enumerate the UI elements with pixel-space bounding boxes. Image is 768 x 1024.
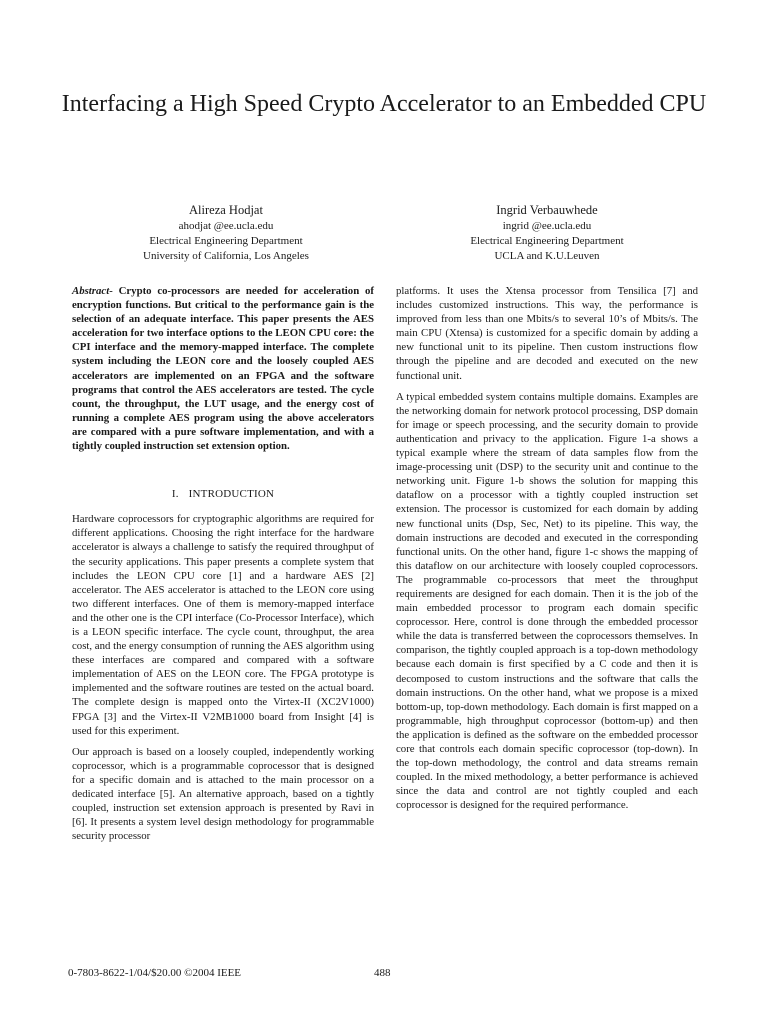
copyright-notice: 0-7803-8622-1/04/$20.00 ©2004 IEEE [68,967,242,979]
author-block-1 [76,202,376,264]
abstract [72,284,374,453]
page-number: 488 [374,967,391,979]
author-email: ahodjat @ee.ucla.edu [178,220,274,232]
section-heading [72,487,374,501]
body-paragraph: Hardware coprocessors for cryptographic algorithms are required for different applications. Choosing the right interface for the hardware accelerator is always a challenge to satisfy the required throughput of the security applications. This paper presents a complete system that includes the LEON CPU core [1] and a hardware AES [2] accelerator. The AES accelerator is attached to the LEON core using two different interfaces. One of them is memory-mapped interface and the other one is the CPI interface (Co-Processor Interface), which is a LEON specific interface. The cycle count, throughput, the area cost, and the energy consumption of running the AES algorithm using these interfaces are compared and compared with a software implementation of AES on the LEON core. The FPGA prototype is implemented and the software routines are tested on the actual board. The complete design is mapped onto the Virtex-II (XC2V1000) FPGA [3] and the Virtex-II V2MB1000 board from Insight [4] is used for this experiment. [72,513,374,737]
left-column [72,284,374,850]
body-paragraph: Our approach is based on a loosely coupled, independently working coprocessor, which is a programmable coprocessor that is designed for a specific domain and is attached to the main processor on a dedicated interface [5]. An alternative approach, based on a tightly coupled, instruction set extension approach is presented by Ravi in [6]. It presents a system level design methodology for programmable security processor [72,745,374,843]
body-paragraph: platforms. It uses the Xtensa processor from Tensilica [7] and includes customized instructions. This way, the performance is improved from less than one Mbits/s to several 10’s of Mbits/s. The main CPU (Xtensa) is customized for a specific domain by adding a new functional unit to its pipeline. Then custom instructions flow through the pipeline and are decoded and executed on the new functional unit. [396,285,698,382]
section-title: INTRODUCTION [188,488,275,501]
right-column [396,284,698,819]
section-number: I. [171,488,179,501]
author-department: Electrical Engineering Department [149,235,303,247]
author-institution: UCLA and K.U.Leuven [494,250,600,262]
paper-title: Interfacing a High Speed Crypto Accelerator to an Embedded CPU [61,91,707,117]
abstract-text: Crypto co-processors are needed for acceleration of encryption functions. But critical to the performance gain is the selection of an adequate interface. This paper presents the AES acceleration for two interface options to the LEON CPU core: the CPI interface and the memory-mapped interface. The complete system including the LEON core and the loosely coupled AES accelerators are implemented on an FPGA and the software programs that control the AES accelerators are tested. The cycle count, the throughput, the LUT usage, and the energy cost of running a complete AES program using the above accelerators are compared with a pure software implementation, and with a tightly coupled instruction set extension option. [72,285,374,453]
author-name: Alireza Hodjat [189,203,263,217]
author-department: Electrical Engineering Department [470,235,624,247]
author-block-2 [397,202,697,264]
author-email: ingrid @ee.ucla.edu [502,220,592,232]
author-name: Ingrid Verbauwhede [496,203,598,217]
abstract-lead: Abstract- [72,285,113,297]
body-paragraph: A typical embedded system contains multiple domains. Examples are the networking domain for network protocol processing, DSP domain for image or speech processing, and the security domain to provide authentication and privacy to the application. Figure 1-a shows a typical example where the stream of data samples flow from the image-processing unit (DSP) to the security unit and continue to the networking unit. Figure 1-b shows the solution for mapping this dataflow on a processor with a tightly coupled instruction set extension. The processor is customized for each domain by adding new functional units (Dsp, Sec, Net) to its pipeline. This way, the domain instructions are decoded and executed in the corresponding functional units. On the other hand, figure 1-c shows the mapping of this dataflow on our architecture with loosely coupled coprocessors. The programmable co-processors that meet the throughput requirements are designed for each domain. Then it is the job of the main embedded processor to program each domain specific coprocessor. Here, control is done through the embedded processor while the data is transferred between the coprocessors themselves. In comparison, the tightly coupled approach is a top-down methodology because each domain is first specified by a C code and then it is decomposed to custom instructions and the software that calls the domain instructions. On the other hand, what we propose is a mixed bottom-up, top-down methodology. Each domain is first mapped on a programmable, high throughput coprocessor (bottom-up) and then the application is defined as the software on the embedded processor core that controls each domain specific coprocessor (top-down). In the top-down methodology, the control and data streams remain coupled. In the mixed methodology, a better performance is achieved since the data and control are not tightly coupled and each coprocessor is designed for the required performance. [396,390,698,812]
author-institution: University of California, Los Angeles [143,250,309,262]
